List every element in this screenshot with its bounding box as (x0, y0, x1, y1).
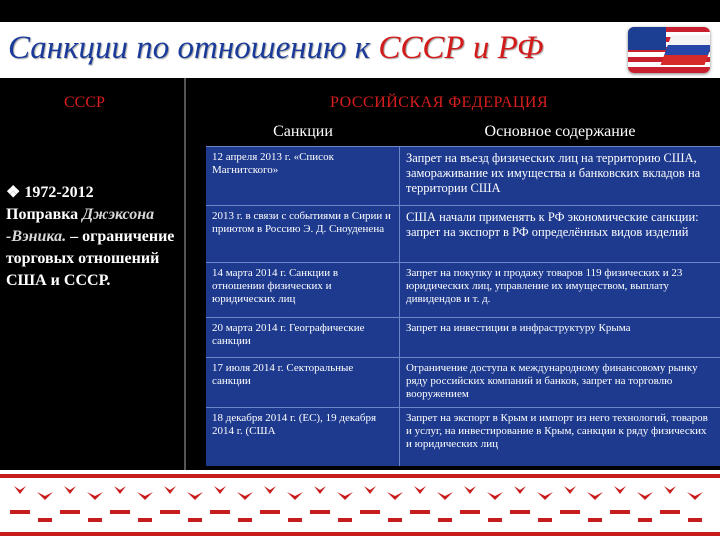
folk-ornament-border (0, 470, 720, 540)
note-amendment: Джэксона -Вэника. (6, 206, 155, 245)
sanction-cell: 20 марта 2014 г. Географические санкции (206, 318, 400, 357)
table-row (206, 357, 720, 407)
th-content: Основное содержание (484, 123, 636, 140)
ornament-svg (0, 470, 720, 540)
table-row (206, 262, 720, 317)
sanction-cell: 18 декабря 2014 г. (ЕС), 19 декабря 2014 г. (США (206, 408, 400, 466)
sanction-cell: 12 апреля 2013 г. «Список Магнитского» (206, 147, 400, 205)
sanction-cell: 17 июля 2014 г. Секторальные санкции (206, 358, 400, 407)
table-row (206, 146, 720, 205)
column-divider (184, 78, 186, 470)
title-main: Санкции по отношению к (8, 30, 379, 66)
right-column-header: РОССИЙСКАЯ ФЕДЕРАЦИЯ (330, 94, 549, 111)
note-rest: – ограничение торговых отношений США и СССР. (6, 228, 175, 289)
content-cell: Запрет на экспорт в Крым и импорт из него технологий, товаров и услуг, на инвестирование в Крым, санкции к ряду физических и юридических лиц (406, 412, 708, 450)
usa-russia-flag-icon (628, 27, 710, 73)
content-cell: США начали применять к РФ экономические санкции: запрет на экспорт в РФ определённых видов изделий (406, 210, 699, 239)
title-accent: СССР и РФ (378, 30, 544, 66)
sanction-cell: 2013 г. в связи с событиями в Сирии и приютом в Россию Э. Д. Сноуденена (206, 206, 400, 262)
table-row (206, 407, 720, 466)
sanctions-table-header (206, 118, 720, 146)
content-cell: Запрет на покупку и продажу товаров 119 физических и 23 юридических лиц, управление их имуществом, выплату дивидендов и т. д. (406, 267, 683, 305)
sanction-cell: 14 марта 2014 г. Санкции в отношении физических и юридических лиц (206, 263, 400, 317)
content-cell: Запрет на инвестиции в инфраструктуру Крыма (406, 322, 631, 334)
bullet-icon: ❖ (6, 184, 21, 201)
content-cell: Запрет на въезд физических лиц на территорию США, замораживание их имущества и банковских вкладов на территории США (406, 151, 701, 195)
sanctions-table (206, 146, 720, 466)
content-cell: Ограничение доступа к международному финансовому рынку ряду российских компаний и банков, запрет на торговлю вооружением (406, 362, 698, 400)
left-column-header: СССР (64, 94, 105, 111)
table-row (206, 205, 720, 262)
table-row (206, 317, 720, 357)
th-sanctions: Санкции (273, 123, 333, 140)
note-years: 1972-2012 (24, 184, 94, 201)
note-line1: Поправка (6, 206, 83, 223)
jackson-vanik-note (6, 182, 184, 292)
slide-title (8, 30, 543, 67)
top-black-bar (0, 0, 720, 22)
